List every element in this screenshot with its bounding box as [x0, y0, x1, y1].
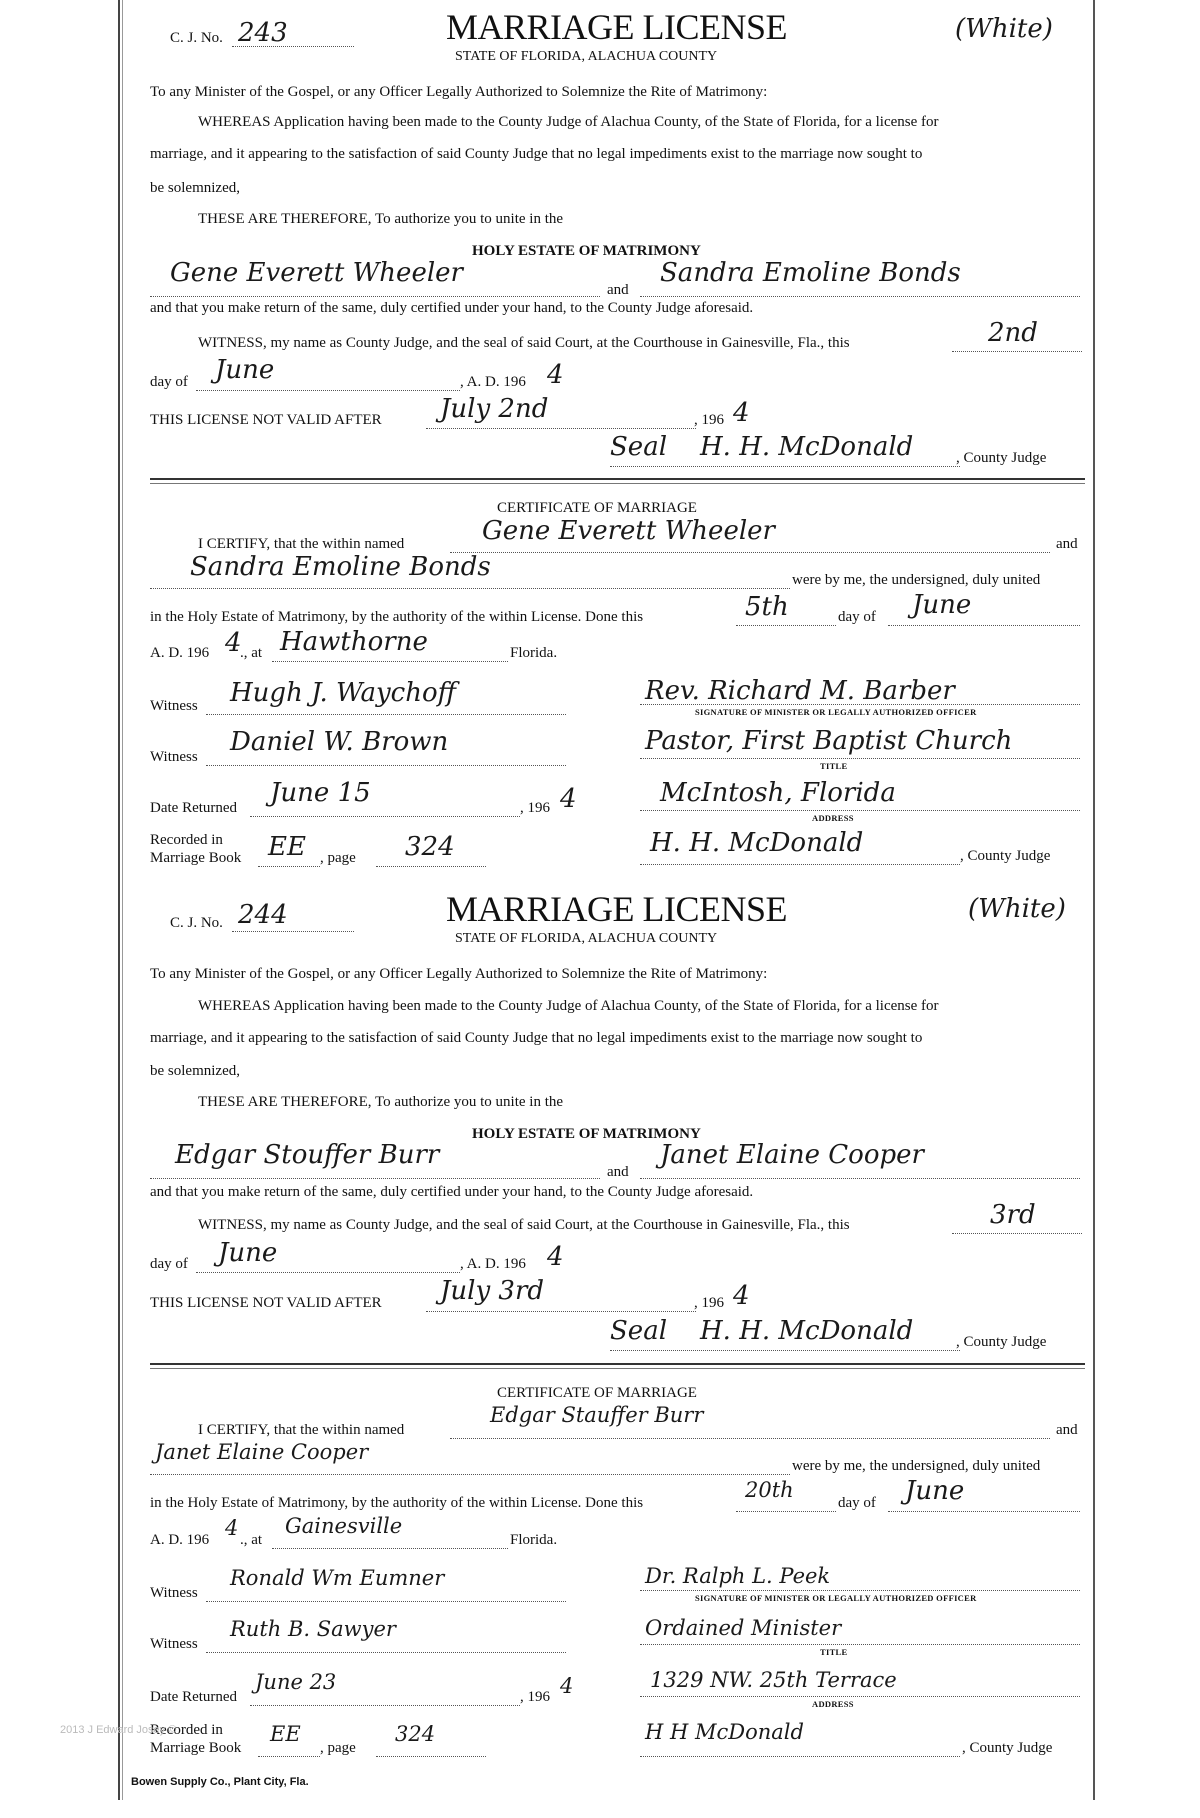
whereas-line-1: WHEREAS Application having been made to the County Judge of Alachua County, of the State of Florida, for a license for: [198, 114, 939, 130]
officer-address: 1329 NW. 25th Terrace: [650, 1668, 897, 1692]
whereas-line-3: be solemnized,: [150, 1063, 240, 1079]
cj-label: C. J. No.: [170, 915, 223, 931]
book-label: Marriage Book: [150, 1740, 242, 1756]
return-line: and that you make return of the same, duly certified under your hand, to the County Judge aforesaid.: [150, 300, 754, 316]
not-valid-label: THIS LICENSE NOT VALID AFTER: [150, 1295, 382, 1311]
title-caption: TITLE: [820, 1647, 848, 1657]
date-returned-label: Date Returned: [150, 1689, 238, 1705]
witness1-name: Hugh J. Waychoff: [230, 678, 457, 708]
book-label: Marriage Book: [150, 850, 242, 866]
book-value: EE: [268, 832, 306, 862]
page-label: , page: [320, 1740, 356, 1756]
holy-estate-heading: HOLY ESTATE OF MATRIMONY: [472, 1126, 701, 1142]
cert-heading: CERTIFICATE OF MARRIAGE: [497, 1385, 697, 1401]
address-line-rule: [640, 810, 1080, 811]
address-line-rule: [640, 1696, 1080, 1697]
cert-groom-line: [450, 1438, 1050, 1439]
page-right-edge: [1093, 0, 1095, 1800]
page-left-edge: [118, 0, 120, 1800]
cert-ad-label: A. D. 196: [150, 1532, 210, 1548]
cert-at-label: ., at: [240, 1532, 263, 1548]
witness2-label: Witness: [150, 1636, 198, 1652]
cert-day-of-label: day of: [838, 609, 876, 625]
witness1-label: Witness: [150, 1585, 198, 1601]
year-digit: 4: [547, 360, 564, 390]
title-caption: TITLE: [820, 761, 848, 771]
therefore-line: THESE ARE THEREFORE, To authorize you to unite in the: [198, 1094, 564, 1110]
groom-line: [150, 1178, 600, 1179]
cj-number: 244: [238, 900, 288, 930]
returned-year-digit: 4: [560, 1674, 574, 1698]
cert-place-line: [272, 1548, 508, 1549]
date-returned-line: [250, 816, 520, 817]
cj-number: 243: [238, 18, 288, 48]
witness2-line: [206, 765, 566, 766]
recorded-label: Recorded in: [150, 832, 223, 848]
book-line: [258, 866, 320, 867]
day-line: [952, 1233, 1082, 1234]
not-valid-year-prefix: , 196: [694, 412, 724, 428]
book-value: EE: [270, 1722, 301, 1746]
not-valid-label: THIS LICENSE NOT VALID AFTER: [150, 412, 382, 428]
and-label: and: [607, 1164, 629, 1180]
not-valid-year-digit: 4: [733, 398, 750, 428]
officer-line: [640, 704, 1080, 705]
bride-line: [640, 1178, 1080, 1179]
cert-done-month: June: [905, 1476, 965, 1506]
county-judge-label: , County Judge: [956, 1334, 1047, 1350]
page-value: 324: [405, 832, 455, 862]
book-line: [258, 1756, 320, 1757]
cert-done-day: 5th: [745, 592, 789, 622]
cert-judge-line: [640, 1756, 960, 1757]
officer-signature: Dr. Ralph L. Peek: [645, 1564, 831, 1588]
page-left-edge-inner: [122, 0, 123, 1800]
seal-word: Seal: [610, 1316, 668, 1346]
returned-year-digit: 4: [560, 784, 577, 814]
officer-caption: SIGNATURE OF MINISTER OR LEGALLY AUTHORIZED OFFICER: [695, 1593, 977, 1603]
cert-groom-line: [450, 552, 1050, 553]
race-note: (White): [955, 14, 1053, 44]
county-judge-label: , County Judge: [956, 450, 1047, 466]
cert-month-line: [888, 1511, 1080, 1512]
cert-day-of-label: day of: [838, 1495, 876, 1511]
cert-united-label: were by me, the undersigned, duly united: [792, 1458, 1041, 1474]
date-returned: June 23: [255, 1670, 337, 1694]
license-month: June: [215, 355, 275, 385]
cert-groom: Gene Everett Wheeler: [482, 516, 775, 546]
cert-at-label: ., at: [240, 645, 263, 661]
ad-label: , A. D. 196: [460, 1256, 526, 1272]
license-title: MARRIAGE LICENSE: [446, 7, 787, 47]
not-valid-date: July 3rd: [440, 1276, 545, 1306]
cert-judge-signature: H H McDonald: [645, 1720, 804, 1744]
officer-signature: Rev. Richard M. Barber: [645, 676, 955, 706]
cert-judge-signature: H. H. McDonald: [650, 828, 864, 858]
ad-label: , A. D. 196: [460, 374, 526, 390]
groom-name: Edgar Stouffer Burr: [175, 1140, 440, 1170]
groom-line: [150, 296, 600, 297]
license-subtitle: STATE OF FLORIDA, ALACHUA COUNTY: [455, 931, 718, 946]
whereas-line-1: WHEREAS Application having been made to the County Judge of Alachua County, of the State of Florida, for a license for: [198, 998, 939, 1014]
not-valid-line: [426, 1311, 696, 1312]
day-of-label: day of: [150, 374, 188, 390]
day-number: 3rd: [990, 1200, 1036, 1230]
section-divider-thin: [150, 1368, 1085, 1369]
bride-line: [640, 296, 1080, 297]
cert-bride-line: [150, 588, 790, 589]
printer-imprint: Bowen Supply Co., Plant City, Fla.: [131, 1776, 309, 1788]
date-returned-label: Date Returned: [150, 800, 238, 816]
date-returned: June 15: [270, 778, 371, 808]
bride-name: Janet Elaine Cooper: [660, 1140, 924, 1170]
returned-year-prefix: , 196: [520, 1689, 550, 1705]
and-label: and: [607, 282, 629, 298]
cert-ad-label: A. D. 196: [150, 645, 210, 661]
judge-line: [610, 466, 960, 467]
not-valid-line: [426, 428, 696, 429]
witness1-label: Witness: [150, 698, 198, 714]
recorded-label: Recorded in: [150, 1722, 223, 1738]
whereas-line-2: marriage, and it appearing to the satisfaction of said County Judge that no legal impediments exist to the marriage now sought to: [150, 146, 923, 162]
officer-caption: SIGNATURE OF MINISTER OR LEGALLY AUTHORIZED OFFICER: [695, 707, 977, 717]
cert-groom: Edgar Stauffer Burr: [490, 1403, 704, 1427]
judge-line: [610, 1350, 960, 1351]
cert-heading: CERTIFICATE OF MARRIAGE: [497, 500, 697, 516]
return-line: and that you make return of the same, duly certified under your hand, to the County Judge aforesaid.: [150, 1184, 754, 1200]
cj-line: [232, 931, 354, 932]
title-line: [640, 1644, 1080, 1645]
cert-certify-label: I CERTIFY, that the within named: [198, 1422, 405, 1438]
officer-title: Ordained Minister: [645, 1616, 842, 1640]
license-title: MARRIAGE LICENSE: [446, 889, 787, 929]
witness2-label: Witness: [150, 749, 198, 765]
cert-and-label: and: [1056, 1422, 1078, 1438]
witness1-line: [206, 714, 566, 715]
cert-bride-line: [150, 1474, 790, 1475]
whereas-line-3: be solemnized,: [150, 180, 240, 196]
cert-florida-label: Florida.: [510, 1532, 558, 1548]
section-divider: [150, 478, 1085, 480]
bride-name: Sandra Emoline Bonds: [660, 258, 961, 288]
month-line: [196, 390, 460, 391]
not-valid-year-prefix: , 196: [694, 1295, 724, 1311]
address-line: To any Minister of the Gospel, or any Officer Legally Authorized to Solemnize the Rite of Matrimony:: [150, 84, 768, 100]
cj-label: C. J. No.: [170, 30, 223, 46]
cert-certify-label: I CERTIFY, that the within named: [198, 536, 405, 552]
not-valid-year-digit: 4: [733, 1281, 750, 1311]
cert-and-label: and: [1056, 536, 1078, 552]
cert-month-line: [888, 625, 1080, 626]
officer-line: [640, 1590, 1080, 1591]
address-line: To any Minister of the Gospel, or any Officer Legally Authorized to Solemnize the Rite of Matrimony:: [150, 966, 768, 982]
page-value: 324: [395, 1722, 436, 1746]
witness2-name: Ruth B. Sawyer: [230, 1617, 396, 1641]
officer-title: Pastor, First Baptist Church: [645, 726, 1013, 756]
cert-done-day: 20th: [745, 1478, 794, 1502]
therefore-line: THESE ARE THEREFORE, To authorize you to unite in the: [198, 211, 564, 227]
cert-place-line: [272, 661, 508, 662]
cert-ad-digit: 4: [225, 628, 242, 658]
cert-bride: Sandra Emoline Bonds: [190, 552, 491, 582]
address-caption: ADDRESS: [812, 1699, 854, 1709]
cert-holy-line: in the Holy Estate of Matrimony, by the authority of the within License. Done this: [150, 1495, 644, 1511]
page-line: [376, 866, 486, 867]
witness-line: WITNESS, my name as County Judge, and the seal of said Court, at the Courthouse in Gainesville, Fla., this: [198, 335, 850, 351]
address-caption: ADDRESS: [812, 813, 854, 823]
witness2-name: Daniel W. Brown: [230, 727, 449, 757]
section-divider-thin: [150, 483, 1085, 484]
watermark: 2013 J Edward Josey ©: [60, 1724, 177, 1736]
judge-signature: H. H. McDonald: [700, 432, 914, 462]
holy-estate-heading: HOLY ESTATE OF MATRIMONY: [472, 243, 701, 259]
race-note: (White): [968, 894, 1066, 924]
whereas-line-2: marriage, and it appearing to the satisfaction of said County Judge that no legal impediments exist to the marriage now sought to: [150, 1030, 923, 1046]
witness-line: WITNESS, my name as County Judge, and the seal of said Court, at the Courthouse in Gainesville, Fla., this: [198, 1217, 850, 1233]
month-line: [196, 1272, 460, 1273]
cert-judge-line: [640, 864, 960, 865]
cert-place: Hawthorne: [280, 627, 428, 657]
seal-word: Seal: [610, 432, 668, 462]
cert-bride: Janet Elaine Cooper: [155, 1440, 369, 1464]
page-line: [376, 1756, 486, 1757]
year-digit: 4: [547, 1242, 564, 1272]
cert-place: Gainesville: [285, 1514, 403, 1538]
day-number: 2nd: [988, 318, 1038, 348]
groom-name: Gene Everett Wheeler: [170, 258, 463, 288]
witness1-name: Ronald Wm Eumner: [230, 1566, 445, 1590]
cert-united-label: were by me, the undersigned, duly united: [792, 572, 1041, 588]
cert-holy-line: in the Holy Estate of Matrimony, by the authority of the within License. Done this: [150, 609, 644, 625]
title-line: [640, 758, 1080, 759]
cert-ad-digit: 4: [225, 1516, 239, 1540]
day-line: [952, 351, 1082, 352]
cert-county-judge-label: , County Judge: [960, 848, 1051, 864]
witness2-line: [206, 1652, 566, 1653]
witness1-line: [206, 1601, 566, 1602]
day-of-label: day of: [150, 1256, 188, 1272]
judge-signature: H. H. McDonald: [700, 1316, 914, 1346]
license-month: June: [218, 1238, 278, 1268]
cert-day-line: [736, 625, 836, 626]
officer-address: McIntosh, Florida: [660, 778, 896, 808]
returned-year-prefix: , 196: [520, 800, 550, 816]
cert-florida-label: Florida.: [510, 645, 558, 661]
cert-done-month: June: [912, 590, 972, 620]
license-subtitle: STATE OF FLORIDA, ALACHUA COUNTY: [455, 49, 718, 64]
not-valid-date: July 2nd: [440, 394, 549, 424]
date-returned-line: [250, 1705, 520, 1706]
cert-day-line: [736, 1511, 836, 1512]
page-label: , page: [320, 850, 356, 866]
cert-county-judge-label: , County Judge: [962, 1740, 1053, 1756]
section-divider: [150, 1363, 1085, 1365]
